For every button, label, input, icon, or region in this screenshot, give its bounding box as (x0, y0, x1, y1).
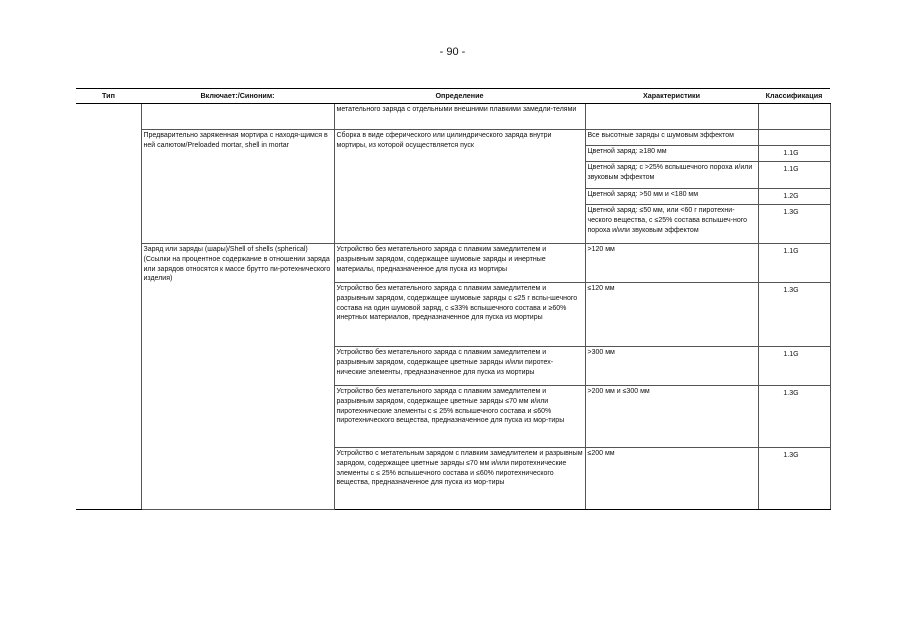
classification-cell: 1.3G (758, 386, 830, 448)
table-row (76, 244, 830, 283)
tip-cell (76, 104, 141, 510)
header-classification: Классификация (758, 89, 830, 104)
classification-cell: 1.2G (758, 189, 830, 205)
characteristics-cell: ≤200 мм (585, 448, 758, 510)
includes-cell: Предварительно заряженная мортира с находя-щимся в ней салютом/Preloaded mortar, shell in mortar (141, 130, 334, 244)
characteristics-cell: Все высотные заряды с шумовым эффектом (585, 130, 758, 146)
includes-cell (141, 104, 334, 130)
characteristics-cell: ≤120 мм (585, 283, 758, 347)
characteristics-cell: Цветной заряд: с >25% вспышечного пороха и/или звуковым эффектом (585, 162, 758, 189)
characteristics-cell: >200 мм и ≤300 мм (585, 386, 758, 448)
classification-cell (758, 104, 830, 130)
classification-cell: 1.3G (758, 283, 830, 347)
classification-cell: 1.1G (758, 347, 830, 386)
includes-cell: Заряд или заряды (шары)/Shell of shells (spherical) (Ссылки на процентное содержание в отношении заряда или зарядов относятся к массе брутто пи-ротехнического изделия) (141, 244, 334, 510)
characteristics-cell: >300 мм (585, 347, 758, 386)
definition-cell: Устройство без метательного заряда с плавким замедлителем и разрывным зарядом, содержащее цветные заряды и/или пиротех-нические элементы, предназначенное для пуска из мортиры (334, 347, 585, 386)
classification-cell: 1.1G (758, 146, 830, 162)
characteristics-cell: >120 мм (585, 244, 758, 283)
classification-cell: 1.3G (758, 205, 830, 244)
header-characteristics: Характеристики (585, 89, 758, 104)
definition-cell: Устройство без метательного заряда с плавким замедлителем и разрывным зарядом, содержащее цветные заряды ≤70 мм и/или пиротехнические элементы с ≤ 25% вспышечного состава и ≤60% пиротехнического вещества, предназначенное для пуска из мор-тиры (334, 386, 585, 448)
characteristics-cell: Цветной заряд: >50 мм и <180 мм (585, 189, 758, 205)
definition-cell: Сборка в виде сферического или цилиндрического заряда внутри мортиры, из которой осуществляется пуск (334, 130, 585, 244)
table-row (76, 104, 830, 130)
characteristics-cell: Цветной заряд: ≤50 мм, или <60 г пиротехни-ческого вещества, с ≤25% состава вспышеч-ного пороха и/или звуковым эффектом (585, 205, 758, 244)
definition-cell: Устройство с метательным зарядом с плавким замедлителем и разрывным зарядом, содержащее цветные заряды ≤70 мм и/или пиротехнические элементы с ≤ 25% вспышечного состава и ≤60% пиротехнического вещества, предназначенное для пуска из мор-тиры (334, 448, 585, 510)
table-header-row (76, 89, 830, 104)
characteristics-cell (585, 104, 758, 130)
classification-table (76, 88, 831, 510)
classification-cell: 1.3G (758, 448, 830, 510)
table-row (76, 130, 830, 146)
definition-cell: метательного заряда с отдельными внешними плавкими замедли-телями (334, 104, 585, 130)
header-includes: Включает:/Синоним: (141, 89, 334, 104)
definition-cell: Устройство без метательного заряда с плавким замедлителем и разрывным зарядом, содержащее шумовые заряды с ≤25 г вспы-шечного состава на один шумовой заряд, с ≤33% вспышечного состава и ≥60% инертных материалов, предназначенное для пуска из мортиры (334, 283, 585, 347)
definition-cell: Устройство без метательного заряда с плавким замедлителем и разрывным зарядом, содержащее шумовые заряды и инертные материалы, предназначенное для пуска из мортиры (334, 244, 585, 283)
classification-cell: 1.1G (758, 244, 830, 283)
classification-cell: 1.1G (758, 162, 830, 189)
classification-cell (758, 130, 830, 146)
characteristics-cell: Цветной заряд: ≥180 мм (585, 146, 758, 162)
header-tip: Тип (76, 89, 141, 104)
header-definition: Определение (334, 89, 585, 104)
page-number: - 90 - (439, 46, 466, 58)
